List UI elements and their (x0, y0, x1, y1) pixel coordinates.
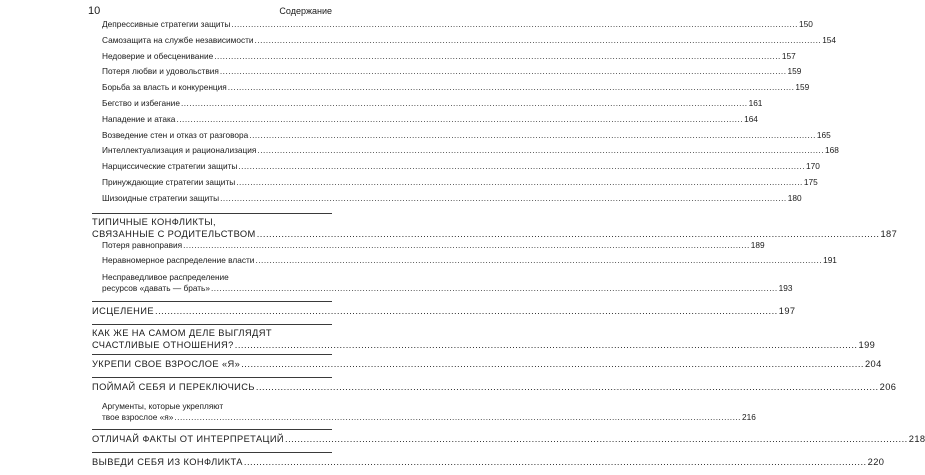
entry-title: Шизоидные стратегии защиты (102, 192, 220, 203)
page-ref: 206 (879, 382, 897, 393)
page-ref: 197 (778, 306, 796, 317)
running-title: Содержание (279, 6, 332, 16)
entry-title: Неравномерное распределение власти (102, 255, 255, 266)
page-ref: 189 (750, 239, 765, 250)
toc-entry[interactable] (92, 176, 818, 193)
dot-leader: .......................................................................................................................................................................................................... (241, 359, 864, 370)
entry-title: Потеря равноправия (102, 239, 183, 250)
page-ref: 199 (858, 340, 876, 351)
entry-title-line: ресурсов «давать — брать» (102, 283, 210, 294)
page-header (88, 4, 332, 18)
section-title: ВЫВЕДИ СЕБЯ ИЗ КОНФЛИКТА (92, 457, 243, 468)
dot-leader: .......................................................................................................................................................................................................... (257, 145, 825, 156)
dot-leader: .......................................................................................................................................................................................................... (249, 129, 816, 140)
dot-leader: .......................................................................................................................................................................................................... (180, 97, 748, 108)
entry-title: Самозащита на службе независимости (102, 34, 254, 45)
dot-leader: .......................................................................................................................................................................................................... (243, 457, 867, 468)
toc-entry[interactable] (92, 129, 831, 146)
page-ref: 154 (822, 34, 837, 45)
defense-strategies-list (92, 19, 839, 209)
page-ref: 216 (741, 412, 756, 423)
toc-entry[interactable] (92, 113, 758, 130)
page-ref: 193 (778, 283, 793, 294)
toc-entry[interactable] (92, 145, 839, 161)
entry-title: Борьба за власть и конкуренция (102, 82, 227, 93)
dot-leader: .......................................................................................................................................................................................................... (176, 113, 744, 124)
section-title: ОТЛИЧАЙ ФАКТЫ ОТ ИНТЕРПРЕТАЦИЙ (92, 434, 284, 445)
section-title: УКРЕПИ СВОЕ ВЗРОСЛОЕ «Я» (92, 359, 241, 370)
page-ref: 168 (825, 145, 839, 156)
table-of-contents (92, 19, 925, 475)
page-ref: 161 (748, 97, 763, 108)
dot-leader: .......................................................................................................................................................................................................... (211, 283, 778, 294)
page-ref: 159 (787, 66, 802, 77)
dot-leader: .......................................................................................................................................................................................................... (231, 19, 798, 29)
dot-leader: .......................................................................................................................................................................................................... (255, 382, 879, 393)
toc-entry[interactable] (92, 239, 765, 256)
toc-entry[interactable] (92, 271, 793, 297)
dot-leader: .......................................................................................................................................................................................................... (220, 192, 787, 203)
page-ref: 187 (880, 228, 898, 239)
toc-entry[interactable] (92, 66, 802, 82)
toc-entry[interactable] (92, 50, 796, 67)
page-ref: 150 (798, 19, 813, 29)
page-ref: 180 (787, 192, 802, 203)
dot-leader: .......................................................................................................................................................................................................... (214, 50, 781, 61)
toc-entry[interactable] (92, 19, 813, 35)
dot-leader: .......................................................................................................................................................................................................... (174, 412, 741, 423)
entry-title: Бегство и избегание (102, 97, 180, 108)
dot-leader: .......................................................................................................................................................................................................... (234, 340, 858, 351)
toc-entry[interactable] (92, 161, 820, 177)
page-ref: 204 (864, 359, 882, 370)
dot-leader: .......................................................................................................................................................................................................... (255, 255, 823, 266)
entry-title: Возведение стен и отказ от разговора (102, 129, 249, 140)
entry-title: Потеря любви и удовольствия (102, 66, 219, 77)
page-ref: 157 (781, 50, 796, 61)
section-title-line: ТИПИЧНЫЕ КОНФЛИКТЫ, (92, 216, 216, 227)
page-ref: 191 (823, 255, 837, 266)
toc-section-catch[interactable] (92, 381, 897, 400)
dot-leader: .......................................................................................................................................................................................................... (285, 434, 908, 445)
entry-title: Интеллектуализация и рационализация (102, 145, 257, 156)
toc-section-out[interactable] (92, 456, 885, 475)
page-ref: 170 (806, 161, 820, 172)
toc-entry[interactable] (92, 82, 810, 98)
toc-section-healing[interactable] (92, 305, 796, 324)
section-title-line: КАК ЖЕ НА САМОМ ДЕЛЕ ВЫГЛЯДЯТ (92, 328, 272, 339)
dot-leader: .......................................................................................................................................................................................................... (154, 306, 778, 317)
toc-entry[interactable] (92, 255, 837, 271)
page-ref: 175 (803, 176, 818, 187)
toc-entry[interactable] (92, 192, 802, 209)
section-title: ИСЦЕЛЕНИЕ (92, 306, 154, 317)
page-ref: 164 (744, 113, 758, 124)
section-title-line: СВЯЗАННЫЕ С РОДИТЕЛЬСТВОМ (92, 228, 256, 239)
page-ref: 165 (816, 129, 831, 140)
toc-section-facts[interactable] (92, 433, 925, 452)
toc-entry[interactable] (92, 97, 763, 114)
dot-leader: .......................................................................................................................................................................................................... (219, 66, 787, 77)
page-ref: 220 (867, 457, 885, 468)
toc-section-adult[interactable] (92, 358, 882, 377)
entry-title: Нарциссические стратегии защиты (102, 161, 238, 172)
dot-leader: .......................................................................................................................................................................................................... (238, 161, 806, 172)
section-title: ПОЙМАЙ СЕБЯ И ПЕРЕКЛЮЧИСЬ (92, 382, 255, 393)
dot-leader: .......................................................................................................................................................................................................... (256, 228, 880, 239)
entry-title-line: Аргументы, которые укрепляют (102, 401, 224, 412)
section-title-line: СЧАСТЛИВЫЕ ОТНОШЕНИЯ? (92, 340, 234, 351)
page-ref: 218 (908, 434, 925, 445)
entry-title: Принуждающие стратегии защиты (102, 176, 236, 187)
dot-leader: .......................................................................................................................................................................................................... (236, 176, 803, 187)
toc-section-happy[interactable] (92, 328, 876, 351)
entry-title: Нападение и атака (102, 113, 176, 124)
page-number: 10 (88, 5, 101, 17)
dot-leader: .......................................................................................................................................................................................................... (254, 34, 822, 45)
toc-entry[interactable] (92, 34, 837, 51)
entry-title: Депрессивные стратегии защиты (102, 19, 231, 29)
entry-title-line: твое взрослое «я» (102, 412, 174, 423)
toc-entry[interactable] (92, 400, 756, 426)
toc-section-parents[interactable] (92, 216, 898, 240)
entry-title-line: Несправедливое распределение (102, 272, 229, 283)
entry-title: Недоверие и обесценивание (102, 50, 214, 61)
dot-leader: .......................................................................................................................................................................................................... (183, 239, 750, 250)
parent-conflicts-list (92, 239, 837, 272)
dot-leader: .......................................................................................................................................................................................................... (227, 82, 795, 93)
page-ref: 159 (795, 82, 810, 93)
